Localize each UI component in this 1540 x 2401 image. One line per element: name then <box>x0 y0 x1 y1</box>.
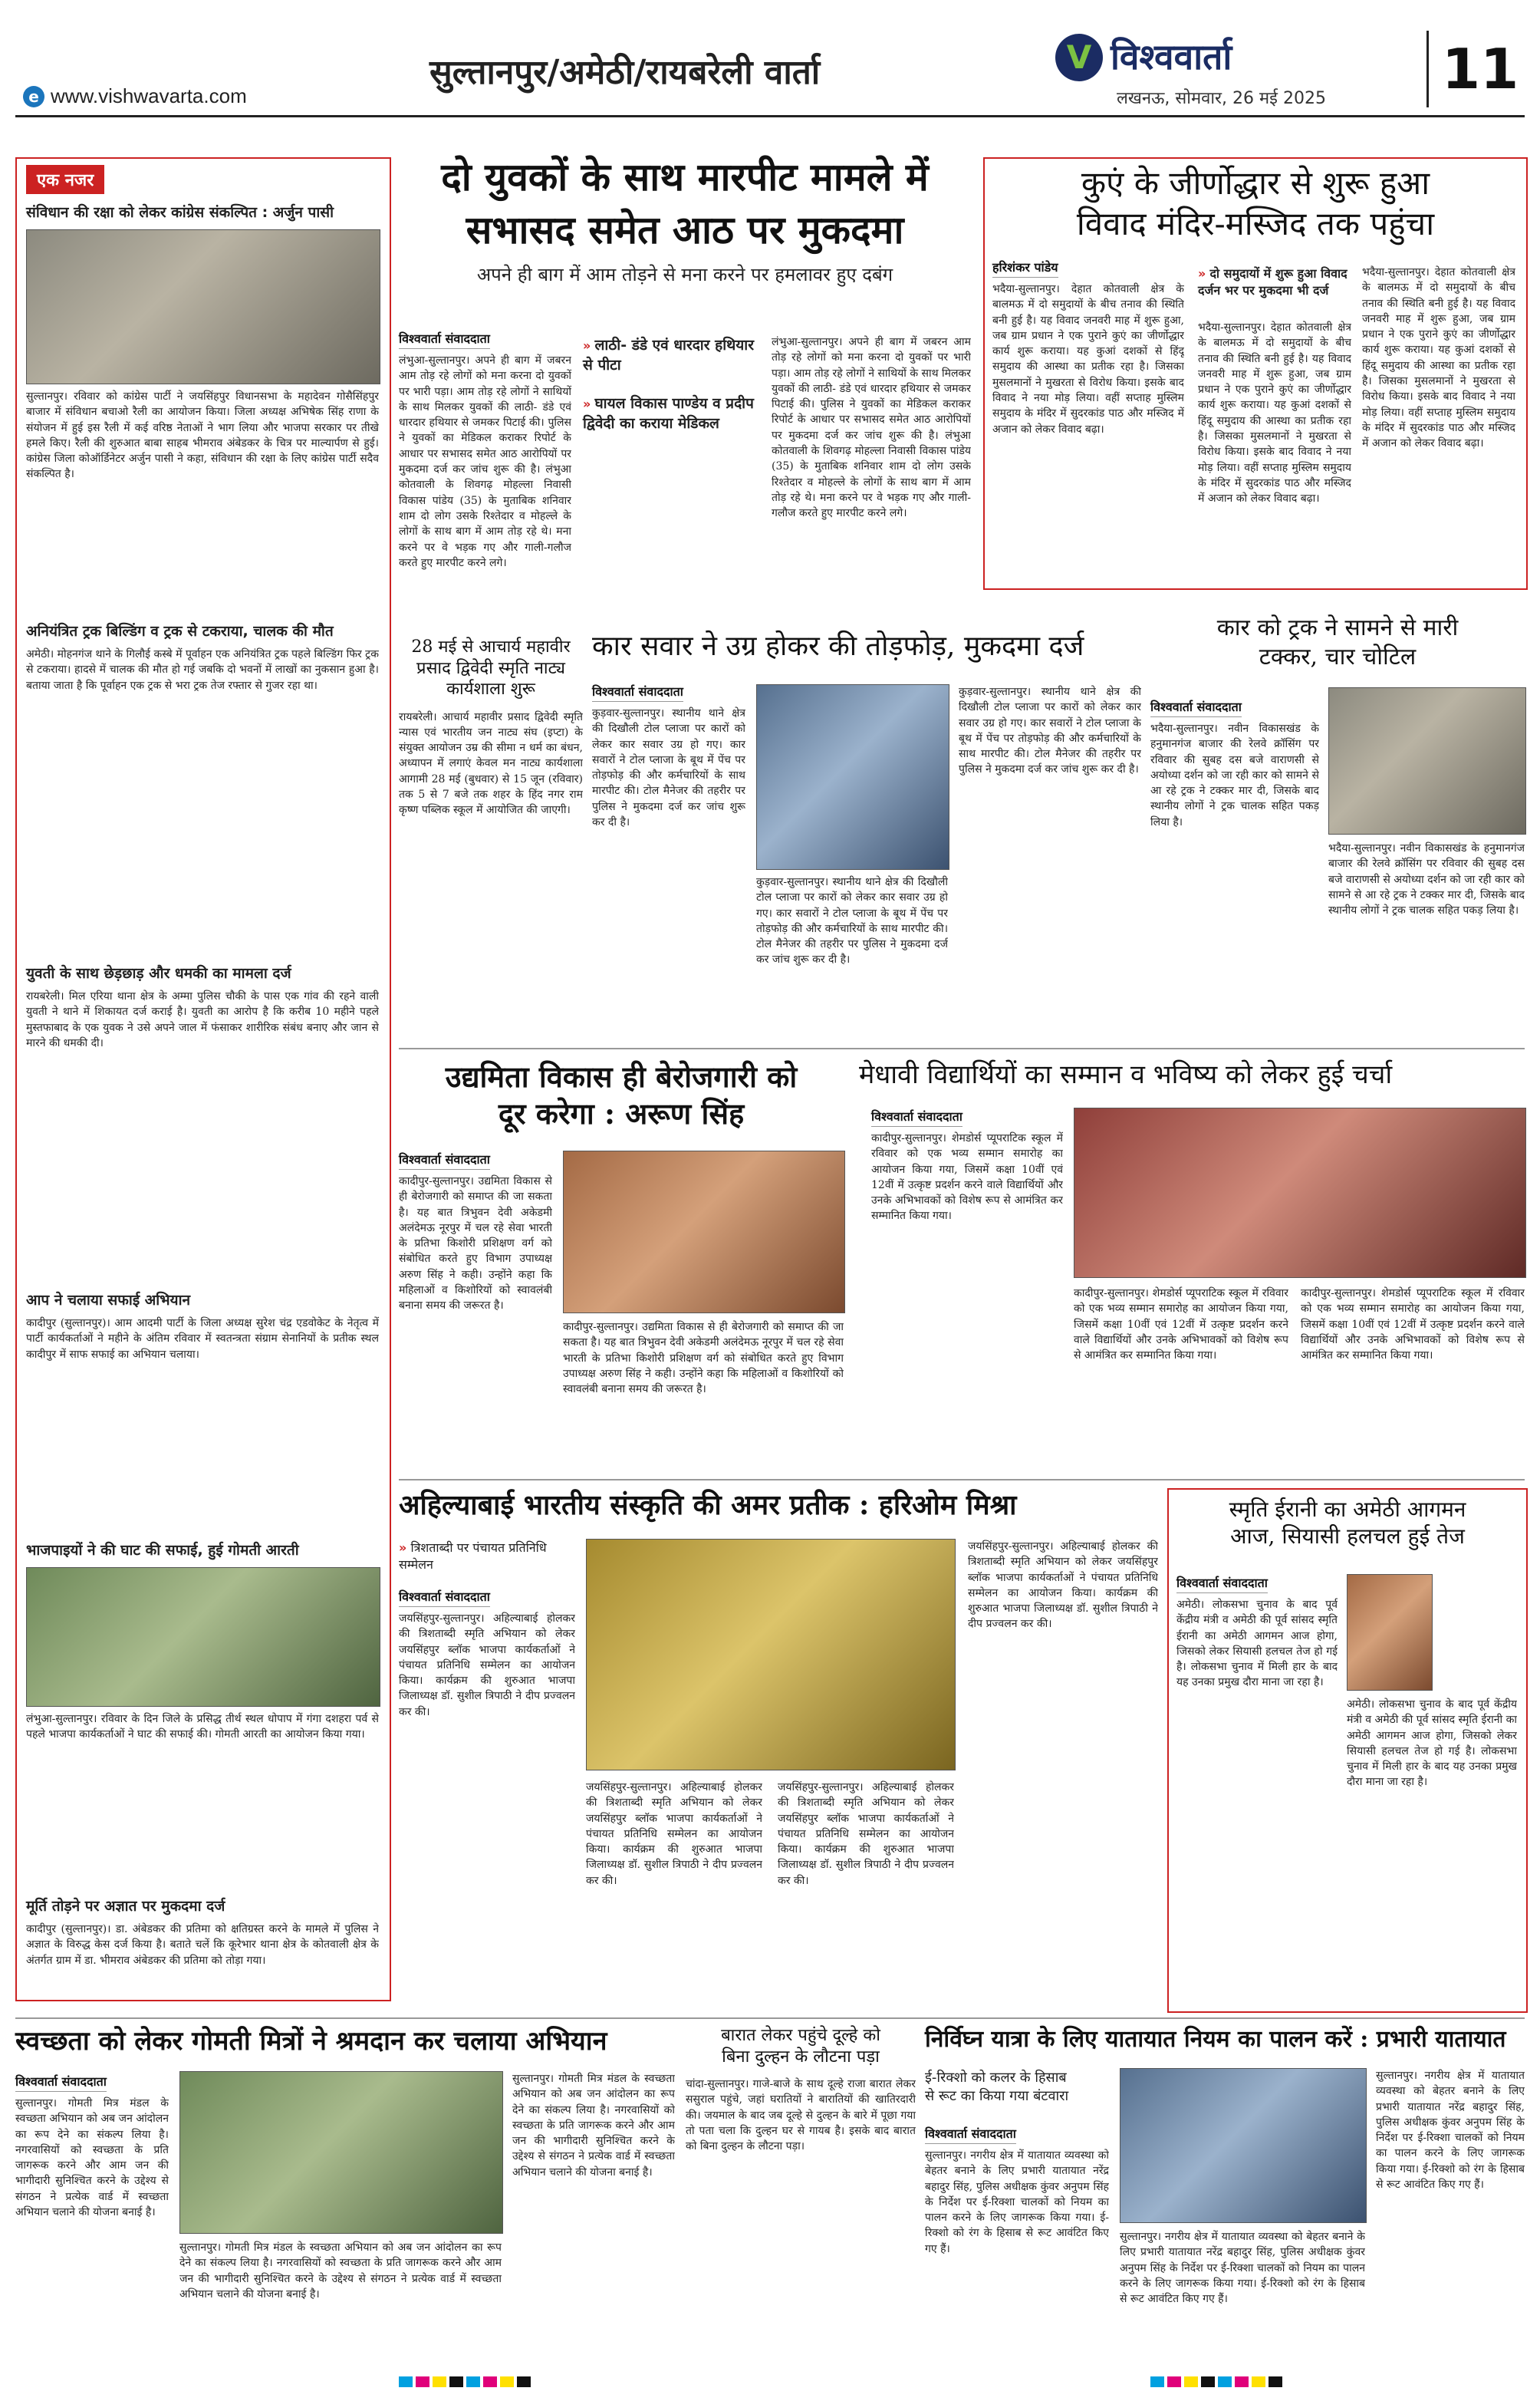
temple-quote: » दो समुदायों में शुरू हुआ विवाद दर्जन भर पर मुकदमा भी दर्ज <box>1198 266 1348 298</box>
ahilya-quote-text: त्रिशताब्दी पर पंचायत प्रतिनिधि सम्मेलन <box>399 1540 547 1572</box>
logo-text: विश्ववार्ता <box>1111 36 1232 77</box>
gomti-body: सुल्तानपुर। गोमती मित्र मंडल के स्वच्छता अभियान को अब जन आंदोलन का रूप देने का संकल्प लिया है। नगरवासियों को स्वच्छता के प्रति जागरूक करने और आम जन की भागीदारी सुनिश्चित करने के उद्देश्य से संगठन ने प्रत्येक वार्ड में स्वच्छता अभियान चलाने की योजना बनाई है। <box>15 2097 169 2219</box>
ahilya-headline: अहिल्याबाई भारतीय संस्कृति की अमर प्रतीक : हरिओम मिश्रा <box>399 1489 1017 1521</box>
gomti-photo <box>179 2071 503 2234</box>
truck-body: भदैया-सुल्तानपुर। नवीन विकासखंड के हनुमानगंज बाजार की रेलवे क्रॉसिंग पर रविवार की सुबह दस बजे वाराणसी से अयोध्या दर्शन को जा रही कार को सामने से आ रहे ट्रक ने टक्कर मार दी, जिसके बाद स्थानीय लोगों ने ट्रक चालक सहित पकड़ लिया है। <box>1150 723 1319 828</box>
udyamita-body: कादीपुर-सुल्तानपुर। उद्यमिता विकास से ही बेरोजगारी को समाप्त की जा सकता है। यह बात त्रिभुवन देवी अकेडमी अलंदेमऊ नूरपुर में चल रहे सेवा भारती के प्रतिभा किशोरी प्रशिक्षण वर्ग को संबोधित करते हुए विभाग उपाध्यक्ष अरुण सिंह ने कही। उन्होंने कहा कि महिलाओं व किशोरियों को स्वावलंबी बनाना समय की जरूरत है। <box>399 1175 552 1312</box>
lead-body-col3 <box>772 334 971 614</box>
medhavi-body: कादीपुर-सुल्तानपुर। शेमडोर्स प्यूपराटिक स्कूल में रविवार को एक भव्य सम्मान समारोह का आयोजन किया गया, जिसमें कक्षा 10वीं एवं 12वीं में उत्कृष्ट प्रदर्शन करने वाले विद्यार्थियों और उनके अभिभावकों को विशेष रूप से आमंत्रित कर सम्मानित किया गया। <box>871 1132 1063 1223</box>
traffic-quote-line1: ई-रिक्शो को कलर के हिसाब <box>925 2070 1067 2086</box>
gomti-byline: विश्ववार्ता संवाददाता <box>15 2073 107 2092</box>
page-number: 11 <box>1442 37 1519 101</box>
car-body-continued-2: कुड़वार-सुल्तानपुर। स्थानीय थाने क्षेत्र की दिखौली टोल प्लाजा पर कारों को लेकर कार सवार उग्र हो गए। कार सवारों ने टोल प्लाजा के बूथ में पेंच पर तोड़फोड़ की और कर्मचारियों के साथ मारपीट की। टोल मैनेजर की तहरीर पर पुलिस ने मुकदमा दर्ज कर जांच शुरू कर दी है। <box>959 686 1141 776</box>
story3-body: रायबरेली। मिल एरिया थाना क्षेत्र के अम्मा पुलिस चौकी के पास एक गांव की रहने वाली युवती ने थाने में शिकायत दर्ज कराई है। युवती का आरोप है कि करीब 10 महीने पहले मुस्तफाबाद के एक युवक ने उसे अपने जाल में फंसाकर शारीरिक संबंध बनाए और जान से मारने की धमकी दी। <box>26 990 379 1049</box>
gomti-story <box>15 2025 675 2355</box>
traffic-body: सुल्तानपुर। नगरीय क्षेत्र में यातायात व्यवस्था को बेहतर बनाने के लिए प्रभारी यातायात नरेंद्र बहादुर सिंह, पुलिस अधीक्षक कुंवर अनुपम सिंह के निर्देश पर ई-रिक्शा चालकों को नियम का पालन करने के लिए जागरूक किया गया। ई-रिक्शो को रंग के हिसाब से रूट आवंटित किए गए हैं। <box>925 2149 1109 2255</box>
story4-headline: आप ने चलाया सफाई अभियान <box>26 1292 191 1309</box>
gomti-body-continued: सुल्तानपुर। गोमती मित्र मंडल के स्वच्छता अभियान को अब जन आंदोलन का रूप देने का संकल्प लिया है। नगरवासियों को स्वच्छता के प्रति जागरूक करने और आम जन की भागीदारी सुनिश्चित करने के उद्देश्य से संगठन ने प्रत्येक वार्ड में स्वच्छता अभियान चलाने की योजना बनाई है। <box>179 2241 502 2301</box>
barat-story <box>686 2025 916 2355</box>
lead-body-continued: लंभुआ-सुल्तानपुर। अपने ही बाग में जबरन आम तोड़ रहे लोगों को मना करना दो युवकों पर भारी पड़ा। आम तोड़ रहे लोगों ने साथियों के साथ मिलकर युवकों की लाठी- डंडे एवं धारदार हथियार से जमकर पिटाई की। पुलिस ने युवकों का मेडिकल कराकर रिपोर्ट के आधार पर सभासद समेत आठ आरोपियों पर मुकदमा दर्ज कर जांच शुरू की है। लंभुआ कोतवाली के शिवगढ़ मोहल्ला निवासी विकास पांडेय (35) के मुताबिक शनिवार शाम दो लोग उसके रिश्तेदार व मोहल्ले के लोगों के साथ बाग में आम तोड़ रहे थे। मना करने पर वे भड़क गए और गाली-गलौज करते हुए मारपीट करने लगे। <box>772 336 971 520</box>
truck-story <box>1150 614 1525 1043</box>
lead-story <box>399 153 971 621</box>
ahilya-body-continued: जयसिंहपुर-सुल्तानपुर। अहिल्याबाई होलकर की त्रिशताब्दी स्मृति अभियान को लेकर जयसिंहपुर ब्लॉक भाजपा कार्यकर्ताओं ने पंचायत प्रतिनिधि सम्मेलन का आयोजन किया। कार्यक्रम की शुरुआत भाजपा जिलाध्यक्ष डॉ. सुशील त्रिपाठी ने दीप प्रज्वलन कर की। <box>586 1781 762 1887</box>
gomti-body-continued-2: सुल्तानपुर। गोमती मित्र मंडल के स्वच्छता अभियान को अब जन आंदोलन का रूप देने का संकल्प लिया है। नगरवासियों को स्वच्छता के प्रति जागरूक करने और आम जन की भागीदारी सुनिश्चित करने के उद्देश्य से संगठन ने प्रत्येक वार्ड में स्वच्छता अभियान चलाने की योजना बनाई है। <box>512 2073 675 2179</box>
gomti-body-col2 <box>179 2240 502 2349</box>
traffic-byline: विश्ववार्ता संवाददाता <box>925 2125 1016 2144</box>
barat-headline-line2: बिना दुल्हन के लौटना पड़ा <box>722 2047 880 2067</box>
masthead <box>0 0 1540 138</box>
ahilya-body-col2 <box>586 1780 762 1994</box>
color-registration-bar-right <box>1150 2376 1282 2387</box>
gomti-headline: स्वच्छता को लेकर गोमती मित्रों ने श्रमदान कर चलाया अभियान <box>15 2026 607 2057</box>
temple-byline: हरिशंकर पांडेय <box>992 259 1058 278</box>
gomti-body-col3 <box>512 2071 675 2349</box>
car-photo <box>756 684 949 870</box>
story2-body: अमेठी। मोहनगंज थाने के गिलौई कस्बे में पूर्वाहन एक अनियंत्रित ट्रक पहले बिल्डिंग फिर ट्रक से टकराया। हादसे में चालक की मौत हो गई जबकि दो भवनों में लाखों का नुकसान हुआ है। बताया जाता है कि पूर्वाहन एक ट्रक से भरा ट्रक तेज रफ्तार से गुजर रहा था। <box>26 648 379 692</box>
ek-nazar-column <box>15 157 391 2001</box>
medhavi-photo <box>1074 1108 1526 1278</box>
car-body: कुड़वार-सुल्तानपुर। स्थानीय थाने क्षेत्र की दिखौली टोल प्लाजा पर कारों को लेकर कार सवार उग्र हो गए। कार सवारों ने टोल प्लाजा के बूथ में पेंच पर तोड़फोड़ की और कर्मचारियों के साथ मारपीट की। टोल मैनेजर की तहरीर पर पुलिस ने मुकदमा दर्ज कर जांच शुरू कर दी है। <box>592 707 745 829</box>
udyamita-body-col2 <box>563 1319 844 1465</box>
truck-byline: विश्ववार्ता संवाददाता <box>1150 698 1242 717</box>
temple-body-continued: भदैया-सुल्तानपुर। देहात कोतवाली क्षेत्र के बालमऊ में दो समुदायों के बीच तनाव की स्थिति बनी हुई है। यह विवाद जनवरी माह में शुरू हुआ, जब ग्राम प्रधान ने एक पुराने कुएं का जीर्णोद्धार कार्य शुरू कराया। यह कुआं दशकों से हिंदू समुदाय की आस्था का प्रतीक रहा है। जिसका मुसलमानों ने मुखरता से विरोध किया। इसके बाद विवाद ने नया मोड़ लिया। वहीं सप्ताह मुस्लिम समुदाय के मंदिर में सुदरकांड पाठ और मस्जिद में अजान को लेकर विवाद बढ़ा। <box>1198 321 1351 506</box>
ahilya-body-continued-2: जयसिंहपुर-सुल्तानपुर। अहिल्याबाई होलकर की त्रिशताब्दी स्मृति अभियान को लेकर जयसिंहपुर ब्लॉक भाजपा कार्यकर्ताओं ने पंचायत प्रतिनिधि सम्मेलन का आयोजन किया। कार्यक्रम की शुरुआत भाजपा जिलाध्यक्ष डॉ. सुशील त्रिपाठी ने दीप प्रज्वलन कर की। <box>778 1781 954 1887</box>
ahilya-story <box>399 1488 1158 2010</box>
logo-icon: V <box>1055 34 1103 81</box>
ahilya-body-col4 <box>968 1539 1158 1994</box>
temple-story <box>983 157 1528 590</box>
color-registration-bar-left <box>399 2376 531 2387</box>
car-headline: कार सवार ने उग्र होकर की तोड़फोड़, मुकदमा दर्ज <box>592 631 1084 662</box>
temple-body: भदैया-सुल्तानपुर। देहात कोतवाली क्षेत्र के बालमऊ में दो समुदायों के बीच तनाव की स्थिति बनी हुई है। यह विवाद जनवरी माह में शुरू हुआ, जब ग्राम प्रधान ने एक पुराने कुएं का जीर्णोद्धार कार्य शुरू कराया। यह कुआं दशकों से हिंदू समुदाय की आस्था का प्रतीक रहा है। जिसका मुसलमानों ने मुखरता से विरोध किया। इसके बाद विवाद ने नया मोड़ लिया। वहीं सप्ताह मुस्लिम समुदाय के मंदिर में सुदरकांड पाठ और मस्जिद में अजान को लेकर विवाद बढ़ा। <box>992 283 1184 436</box>
site-globe-icon: e <box>23 86 44 107</box>
temple-headline-line2: विवाद मंदिर-मस्जिद तक पहुंचा <box>1076 204 1435 242</box>
medhavi-byline: विश्ववार्ता संवाददाता <box>871 1108 962 1127</box>
traffic-quote <box>925 2068 1109 2105</box>
traffic-quote-line2: से रूट का किया गया बंटवारा <box>925 2088 1069 2104</box>
truck-body-col2 <box>1328 841 1525 1036</box>
story5-body: लंभुआ-सुल्तानपुर। रविवार के दिन जिले के प्रसिद्ध तीर्थ स्थल धोपाप में गंगा दशहरा पर्व से पहले भाजपा कार्यकर्ताओं ने घाट की सफाई की। गोमती आरती का आयोजन किया गया। <box>26 1713 379 1741</box>
smriti-headline-line1: स्मृति ईरानी का अमेठी आगमन <box>1229 1497 1466 1522</box>
row-divider-3 <box>15 2017 1525 2019</box>
story1-body: सुल्तानपुर। रविवार को कांग्रेस पार्टी ने जयसिंहपुर विधानसभा के महादेवन गोसैसिंहपुर बाजार में संविधान बचाओ रैली का आयोजन किया। जिला अध्यक्ष अभिषेक सिंह राणा के संयोजन में हुई इस रैली में कई वरिष्ठ नेताओं ने भाग लिया और भाजपा सरकार पर तीखे हमले किए। रैली की शुरुआत बाबा साहब भीमराव अंबेडकर के चित्र पर माल्यार्पण से हुई। कांग्रेस जिला कोऑर्डिनेटर अर्जुन पासी ने कहा, संविधान की रक्षा के लिए कांग्रेस पार्टी सदैव संकल्पित है। <box>26 390 379 481</box>
medhavi-body-continued-2: कादीपुर-सुल्तानपुर। शेमडोर्स प्यूपराटिक स्कूल में रविवार को एक भव्य सम्मान समारोह का आयोजन किया गया, जिसमें कक्षा 10वीं एवं 12वीं में उत्कृष्ट प्रदर्शन करने वाले विद्यार्थियों और उनके अभिभावकों को विशेष रूप से आमंत्रित कर सम्मानित किया गया। <box>1301 1287 1525 1362</box>
medhavi-body-col2 <box>1074 1286 1288 1465</box>
header-rule <box>15 115 1525 117</box>
car-body-col3 <box>959 684 1141 1036</box>
ahilya-byline: विश्ववार्ता संवाददाता <box>399 1588 490 1607</box>
website-url[interactable]: www.vishwavarta.com <box>51 84 247 107</box>
dateline: लखनऊ, सोमवार, 26 मई 2025 <box>1117 89 1326 108</box>
lead-quote1: » लाठी- डंडे एवं धारदार हथियार से पीटा <box>583 337 754 374</box>
smriti-body-continued: अमेठी। लोकसभा चुनाव के बाद पूर्व केंद्रीय मंत्री व अमेठी की पूर्व सांसद स्मृति ईरानी का अमेठी आगमन आज होगा, जिसको लेकर सियासी हलचल तेज हो गई है। लोकसभा चुनाव में मिली हार के बाद यह उनका प्रमुख दौरा माना जा रहा है। <box>1347 1698 1517 1789</box>
truck-headline-line1: कार को ट्रक ने सामने से मारी <box>1216 614 1459 641</box>
temple-body-col2 <box>1198 320 1351 581</box>
smriti-body-col2 <box>1347 1697 1517 2001</box>
story3-headline: युवती के साथ छेड़छाड़ और धमकी का मामला दर्ज <box>26 965 291 982</box>
traffic-photo <box>1120 2068 1367 2223</box>
medhavi-headline: मेधावी विद्यार्थियों का सम्मान व भविष्य को लेकर हुई चर्चा <box>859 1059 1393 1090</box>
lead-body: लंभुआ-सुल्तानपुर। अपने ही बाग में जबरन आम तोड़ रहे लोगों को मना करना दो युवकों पर भारी पड़ा। आम तोड़ रहे लोगों ने साथियों के साथ मिलकर युवकों की लाठी- डंडे एवं धारदार हथियार से जमकर पिटाई की। पुलिस ने युवकों का मेडिकल कराकर रिपोर्ट के आधार पर सभासद समेत आठ आरोपियों पर मुकदमा दर्ज कर जांच शुरू की है। लंभुआ कोतवाली के शिवगढ़ मोहल्ला निवासी विकास पांडेय (35) के मुताबिक शनिवार शाम दो लोग उसके रिश्तेदार व मोहल्ले के लोगों के साथ बाग में आम तोड़ रहे थे। मना करने पर वे भड़क गए और गाली-गलौज करते हुए मारपीट करने लगे। <box>399 354 571 569</box>
natya-headline: 28 मई से आचार्य महावीर प्रसाद द्विवेदी स्मृति नाट्य कार्यशाला शुरू <box>411 637 571 699</box>
traffic-body-continued-2: सुल्तानपुर। नगरीय क्षेत्र में यातायात व्यवस्था को बेहतर बनाने के लिए प्रभारी यातायात नरेंद्र बहादुर सिंह, पुलिस अधीक्षक कुंवर अनुपम सिंह के निर्देश पर ई-रिक्शा चालकों को नियम का पालन करने के लिए जागरूक किया गया। ई-रिक्शो को रंग के हिसाब से रूट आवंटित किए गए हैं। <box>1376 2070 1525 2192</box>
traffic-body-col2 <box>1120 2229 1365 2349</box>
udyamita-byline: विश्ववार्ता संवाददाता <box>399 1151 490 1170</box>
smriti-photo <box>1347 1574 1433 1691</box>
temple-quote-text: दो समुदायों में शुरू हुआ विवाद दर्जन भर पर मुकदमा भी दर्ज <box>1198 266 1348 298</box>
smriti-byline: विश्ववार्ता संवाददाता <box>1176 1574 1268 1593</box>
lead-quote2-text: घायल विकास पाण्डेय व प्रदीप द्विवेदी का कराया मेडिकल <box>583 395 754 432</box>
medhavi-body-col3 <box>1301 1286 1525 1465</box>
smriti-headline-line2: आज, सियासी हलचल हुई तेज <box>1230 1523 1465 1549</box>
smriti-body: अमेठी। लोकसभा चुनाव के बाद पूर्व केंद्रीय मंत्री व अमेठी की पूर्व सांसद स्मृति ईरानी का अमेठी आगमन आज होगा, जिसको लेकर सियासी हलचल तेज हो गई है। लोकसभा चुनाव में मिली हार के बाद यह उनका प्रमुख दौरा माना जा रहा है। <box>1176 1599 1338 1689</box>
ahilya-quote: » त्रिशताब्दी पर पंचायत प्रतिनिधि सम्मेलन <box>399 1540 547 1572</box>
temple-body-col3 <box>1362 265 1515 581</box>
car-story <box>592 629 1141 1043</box>
ahilya-body-continued-3: जयसिंहपुर-सुल्तानपुर। अहिल्याबाई होलकर की त्रिशताब्दी स्मृति अभियान को लेकर जयसिंहपुर ब्लॉक भाजपा कार्यकर्ताओं ने पंचायत प्रतिनिधि सम्मेलन का आयोजन किया। कार्यक्रम की शुरुआत भाजपा जिलाध्यक्ष डॉ. सुशील त्रिपाठी ने दीप प्रज्वलन कर की। <box>968 1540 1158 1631</box>
traffic-headline: निर्विघ्न यात्रा के लिए यातायात नियम का पालन करें : प्रभारी यातायात <box>925 2026 1506 2053</box>
ahilya-body-col3 <box>778 1780 954 1994</box>
traffic-story <box>925 2025 1525 2355</box>
traffic-body-continued: सुल्तानपुर। नगरीय क्षेत्र में यातायात व्यवस्था को बेहतर बनाने के लिए प्रभारी यातायात नरेंद्र बहादुर सिंह, पुलिस अधीक्षक कुंवर अनुपम सिंह के निर्देश पर ई-रिक्शा चालकों को नियम का पालन करने के लिए जागरूक किया गया। ई-रिक्शो को रंग के हिसाब से रूट आवंटित किए गए हैं। <box>1120 2231 1365 2306</box>
traffic-body-col3 <box>1376 2068 1525 2349</box>
udyamita-photo <box>563 1151 845 1313</box>
udyamita-story <box>399 1059 844 1473</box>
story5-photo <box>26 1567 380 1707</box>
lead-headline-line1: दो युवकों के साथ मारपीट मामले में <box>441 154 929 199</box>
story5-headline: भाजपाइयों ने की घाट की सफाई, हुई गोमती आरती <box>26 1542 299 1559</box>
row-divider-1 <box>399 1048 1525 1049</box>
lead-byline: विश्ववार्ता संवाददाता <box>399 330 490 349</box>
medhavi-body-continued: कादीपुर-सुल्तानपुर। शेमडोर्स प्यूपराटिक स्कूल में रविवार को एक भव्य सम्मान समारोह का आयोजन किया गया, जिसमें कक्षा 10वीं एवं 12वीं में उत्कृष्ट प्रदर्शन करने वाले विद्यार्थियों और उनके अभिभावकों को विशेष रूप से आमंत्रित कर सम्मानित किया गया। <box>1074 1287 1288 1362</box>
story2-headline: अनियंत्रित ट्रक बिल्डिंग व ट्रक से टकराया, चालक की मौत <box>26 623 334 640</box>
ahilya-photo <box>586 1539 956 1770</box>
truck-body-continued: भदैया-सुल्तानपुर। नवीन विकासखंड के हनुमानगंज बाजार की रेलवे क्रॉसिंग पर रविवार की सुबह दस बजे वाराणसी से अयोध्या दर्शन को जा रही कार को सामने से आ रहे ट्रक ने टक्कर मार दी, जिसके बाद स्थानीय लोगों ने ट्रक चालक सहित पकड़ लिया है। <box>1328 842 1525 917</box>
truck-photo <box>1328 687 1526 835</box>
udyamita-headline-line1: उद्यमिता विकास ही बेरोजगारी को <box>445 1059 798 1094</box>
udyamita-headline-line2: दूर करेगा : अरूण सिंह <box>498 1095 745 1131</box>
smriti-story <box>1167 1488 1528 2013</box>
story1-headline: संविधान की रक्षा को लेकर कांग्रेस संकल्पित : अर्जुन पासी <box>26 204 334 221</box>
temple-headline-line1: कुएं के जीर्णोद्धार से शुरू हुआ <box>1081 164 1430 202</box>
row-divider-2 <box>399 1479 1525 1480</box>
barat-headline-line1: बारात लेकर पहुंचे दूल्हे को <box>721 2026 880 2045</box>
story4-body: कादीपुर (सुल्तानपुर)। आम आदमी पार्टी के जिला अध्यक्ष सुरेश चंद्र एडवोकेट के नेतृत्व में पार्टी कार्यकर्ताओं ने महीने के अंतिम रविवार में स्वतन्त्रता संग्राम सेनानियों के प्रतीक स्थल कादीपुर में साफ सफाई का अभियान चलाया। <box>26 1317 379 1361</box>
ek-nazar-label: एक नजर <box>26 165 104 194</box>
lead-headline-line2: सभासद समेत आठ पर मुकदमा <box>466 206 904 252</box>
ahilya-body: जयसिंहपुर-सुल्तानपुर। अहिल्याबाई होलकर की त्रिशताब्दी स्मृति अभियान को लेकर जयसिंहपुर ब्लॉक भाजपा कार्यकर्ताओं ने पंचायत प्रतिनिधि सम्मेलन का आयोजन किया। कार्यक्रम की शुरुआत भाजपा जिलाध्यक्ष डॉ. सुशील त्रिपाठी ने दीप प्रज्वलन कर की। <box>399 1612 575 1718</box>
car-body-continued: कुड़वार-सुल्तानपुर। स्थानीय थाने क्षेत्र की दिखौली टोल प्लाजा पर कारों को लेकर कार सवार उग्र हो गए। कार सवारों ने टोल प्लाजा के बूथ में पेंच पर तोड़फोड़ की और कर्मचारियों के साथ मारपीट की। टोल मैनेजर की तहरीर पर पुलिस ने मुकदमा दर्ज कर जांच शुरू कर दी है। <box>756 876 948 967</box>
barat-body: चांदा-सुल्तानपुर। गाजे-बाजे के साथ दूल्हे राजा बारात लेकर ससुराल पहुंचे, जहां घरातियों ने बारातियों की खातिरदारी की। जयमाल के बाद जब दूल्हे से दुल्हन के बारे में पूछा गया तो पता चला कि दुल्हन घर से गायब है। इसके बाद बारात को बिना दुल्हन के लौटना पड़ा। <box>686 2078 916 2153</box>
story1-photo <box>26 229 380 384</box>
story6-headline: मूर्ति तोड़ने पर अज्ञात पर मुकदमा दर्ज <box>26 1898 225 1915</box>
natya-body: रायबरेली। आचार्य महावीर प्रसाद द्विवेदी स्मृति न्यास एवं भारतीय जन नाट्य संघ (इप्टा) के संयुक्त आयोजन उम्र की सीमा न धर्म का बंधन, अध्यापन में लगाएं केवल मन नाट्य कार्यशाला आगामी 28 मई (बुधवार) से 15 जून (रविवार) तक 5 से 7 बजे तक शहर के हिंद नगर राम कृष्ण पब्लिक स्कूल में आयोजित की जाएगी। <box>399 710 583 817</box>
page-number-divider <box>1426 31 1429 107</box>
lead-quote1-text: लाठी- डंडे एवं धारदार हथियार से पीटा <box>583 337 754 374</box>
lead-subhead: अपने ही बाग में आम तोड़ने से मना करने पर हमलावर हुए दबंग <box>476 264 893 285</box>
car-byline: विश्ववार्ता संवाददाता <box>592 683 683 702</box>
temple-body-continued-2: भदैया-सुल्तानपुर। देहात कोतवाली क्षेत्र के बालमऊ में दो समुदायों के बीच तनाव की स्थिति बनी हुई है। यह विवाद जनवरी माह में शुरू हुआ, जब ग्राम प्रधान ने एक पुराने कुएं का जीर्णोद्धार कार्य शुरू कराया। यह कुआं दशकों से हिंदू समुदाय की आस्था का प्रतीक रहा है। जिसका मुसलमानों ने मुखरता से विरोध किया। इसके बाद विवाद ने नया मोड़ लिया। वहीं सप्ताह मुस्लिम समुदाय के मंदिर में सुदरकांड पाठ और मस्जिद में अजान को लेकर विवाद बढ़ा। <box>1362 266 1515 450</box>
udyamita-body-continued: कादीपुर-सुल्तानपुर। उद्यमिता विकास से ही बेरोजगारी को समाप्त की जा सकता है। यह बात त्रिभुवन देवी अकेडमी अलंदेमऊ नूरपुर में चल रहे सेवा भारती के प्रतिभा किशोरी प्रशिक्षण वर्ग को संबोधित करते हुए विभाग उपाध्यक्ष अरुण सिंह ने कही। उन्होंने कहा कि महिलाओं व किशोरियों को स्वावलंबी बनाना समय की जरूरत है। <box>563 1321 844 1396</box>
car-body-col2 <box>756 874 948 1036</box>
story6-body: कादीपुर (सुल्तानपुर)। डा. अंबेडकर की प्रतिमा को क्षतिग्रस्त करने के मामले में पुलिस ने अज्ञात के विरुद्ध केस दर्ज किया है। बताते चलें कि कूरेभार थाना क्षेत्र के कोतवाली क्षेत्र के अंतर्गत ग्राम में डा. भीमराव अंबेडकर की प्रतिमा को तोड़ा गया। <box>26 1923 379 1967</box>
truck-headline-line2: टक्कर, चार चोटिल <box>1259 643 1417 670</box>
natya-story <box>399 637 583 1036</box>
section-title: सुल्तानपुर/अमेठी/रायबरेली वार्ता <box>429 53 821 92</box>
medhavi-story <box>859 1059 1525 1473</box>
lead-quote2: » घायल विकास पाण्डेय व प्रदीप द्विवेदी का कराया मेडिकल <box>583 395 754 432</box>
